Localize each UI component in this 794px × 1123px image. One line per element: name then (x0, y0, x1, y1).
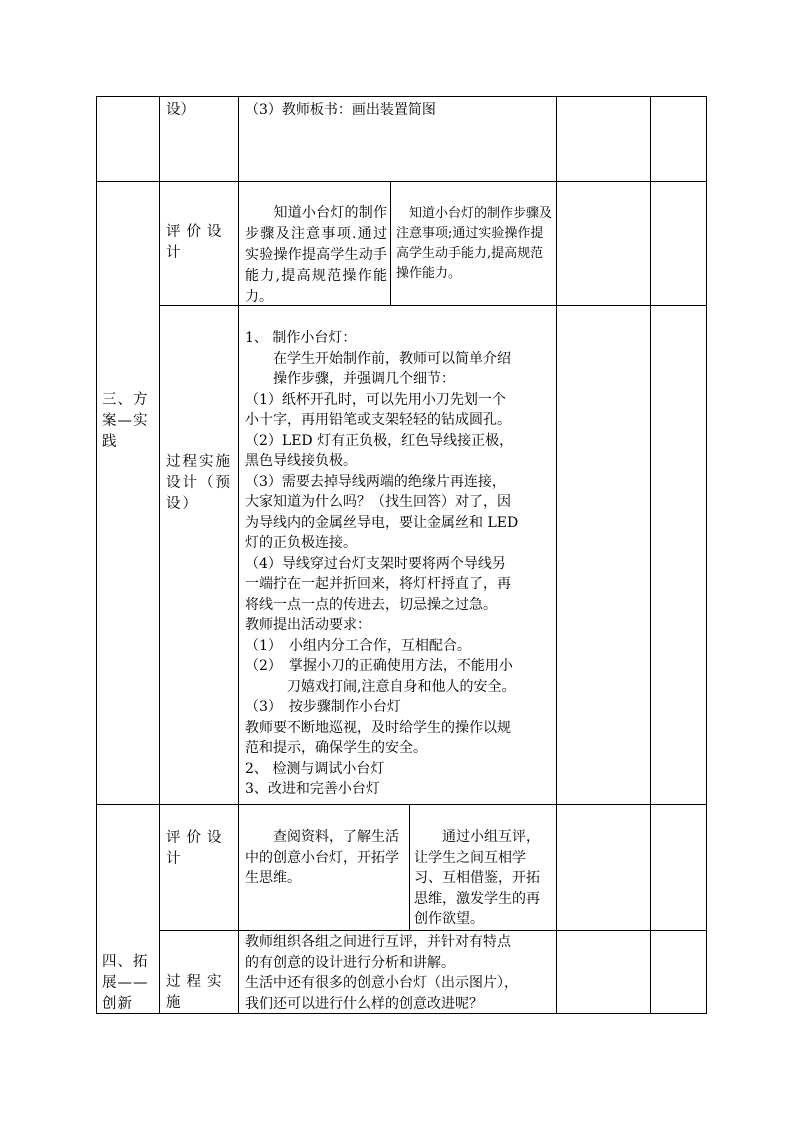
section-3-process-line: 刀嬉戏打闹,注意自身和他人的安全。 (245, 678, 516, 695)
section-3-process-line: 灯的正负极连接。 (245, 535, 357, 551)
section-3-process-line: 黑色导线接负极。 (245, 453, 357, 469)
section-4-process-line: 教师组织各组之间进行互评，并针对有特点 (245, 934, 511, 950)
section-3-process-line: 教师提出活动要求： (245, 617, 371, 633)
top-row-label: 设） (166, 102, 195, 118)
section-4-process-content (245, 932, 555, 1014)
section-3-process-line: 1、 制作小台灯： (245, 330, 357, 346)
section-3-process-line: 3、改进和完善小台灯 (245, 781, 380, 797)
section-3-process-line: 小十字，再用铅笔或支架轻轻的钻成圆孔。 (245, 412, 511, 428)
section-4-process-label: 过程实施 (166, 974, 228, 1011)
section-3-process-line: 操作步骤，并强调几个细节： (245, 371, 455, 387)
table-border-left (96, 96, 97, 1014)
section-3-eval-label: 评价设计 (166, 224, 228, 261)
section-3-process-line: （1） 小组内分工合作，互相配合。 (245, 637, 471, 654)
section-3-process-line: （4）导线穿过台灯支架时要将两个导线另 (245, 555, 506, 572)
section-3-process-line: 一端拧在一起并折回来，将灯杆捋直了，再 (245, 576, 511, 592)
eval-split-3 (390, 181, 391, 305)
table-border-right (706, 96, 707, 1014)
section-3-process-content (245, 328, 555, 800)
section-4-eval-right: 通过小组互评，让学生之间互相学习、互相借鉴，开拓思维，激发学生的再创作欲望。 (414, 829, 540, 927)
section-3-process-line: 教师要不断地巡视，及时给学生的操作以规 (245, 719, 511, 736)
section-3-process-line: 为导线内的金属丝导电，要让金属丝和 LED (245, 514, 519, 531)
col-divider-2 (238, 96, 239, 1014)
section-3-process-line: （2） 掌握小刀的正确使用方法，不能用小 (245, 658, 513, 674)
section-3-process-line: （3）需要去掉导线两端的绝缘片再连接， (245, 473, 506, 490)
section-3-process-line: 范和提示，确保学生的安全。 (245, 740, 427, 756)
section-3-eval-right: 知道小台灯的制作步骤及注意事项;通过实验操作提高学生动手能力,提高规范操作能力。 (396, 206, 553, 281)
col-divider-3 (556, 96, 557, 1014)
section-4-process-line: 的有创意的设计进行分析和讲解。 (245, 954, 455, 971)
table-border-top (96, 96, 707, 97)
col-divider-4 (650, 96, 651, 1014)
eval-split-4 (409, 804, 410, 930)
section-3-process-line: （3） 按步骤制作小台灯 (245, 699, 401, 715)
section-4-eval-label: 评价设计 (166, 830, 228, 867)
row-divider-4 (159, 930, 707, 931)
section-3-process-line: 将线一点一点的传进去，切忌操之过急。 (245, 596, 497, 613)
section-3-label: 三、方案—实践 (102, 392, 149, 450)
section-3-process-line: 2、 检测与调试小台灯 (245, 760, 385, 777)
section-3-process-line: （1）纸杯开孔时，可以先用小刀先划一个 (245, 391, 506, 408)
row-divider-1 (96, 181, 707, 182)
row-divider-2 (159, 305, 707, 306)
section-4-label: 四、拓展——创新 (102, 954, 149, 1012)
section-3-eval-left: 知道小台灯的制作步骤及注意事项.通过实验操作提高学生动手能力,提高规范操作能力。 (245, 205, 387, 305)
section-3-process-line: （2）LED 灯有正负极，红色导线接正极， (245, 432, 514, 449)
section-3-process-line: 大家知道为什么吗？（找生回答）对了，因 (245, 494, 511, 510)
top-row-content: （3）教师板书：画出装置简图 (245, 102, 436, 118)
section-3-process-line: 在学生开始制作前，教师可以简单介绍 (245, 350, 511, 367)
col-divider-1 (159, 96, 160, 1014)
section-3-process-label: 过程实施设计（预设） (166, 454, 232, 512)
section-4-eval-left: 查阅资料，了解生活中的创意小台灯，开拓学生思维。 (245, 829, 399, 886)
row-divider-3 (96, 804, 707, 805)
section-4-process-line: 我们还可以进行什么样的创意改进呢？ (245, 995, 483, 1012)
section-4-process-line: 生活中还有很多的创意小台灯（出示图片）， (245, 975, 518, 991)
